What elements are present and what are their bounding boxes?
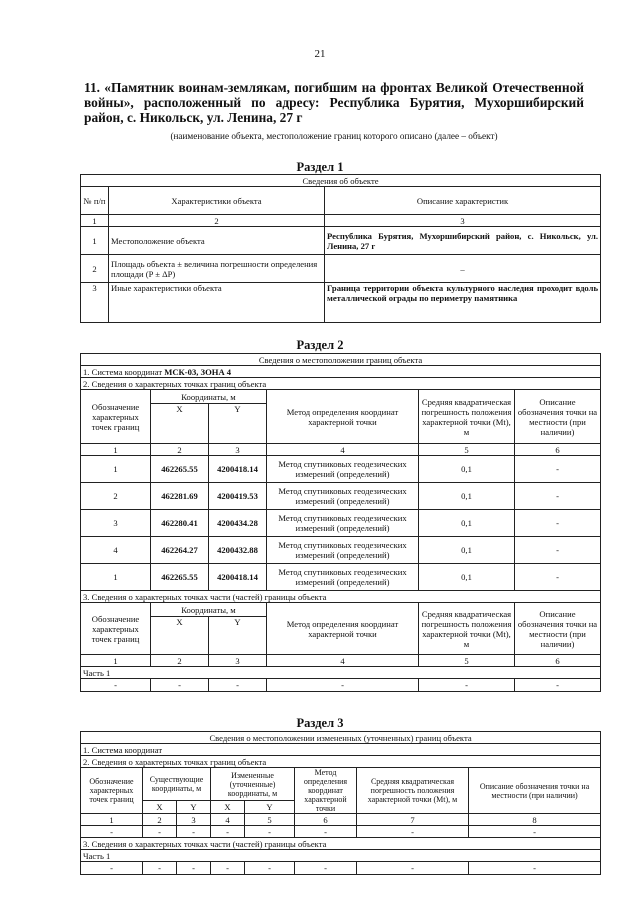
s3-empty-cell: -: [245, 826, 295, 838]
s3p-empty-cell: -: [245, 862, 295, 875]
s2-index-cell: 1: [81, 444, 151, 456]
s1-row-char: Площадь объекта ± величина погрешности определения площади (P ± ΔP): [109, 255, 325, 283]
s3-empty-cell: -: [211, 826, 245, 838]
s3-empty-cell: -: [295, 826, 357, 838]
s2-point-method: Метод спутниковых геодезических измерений (определений): [267, 510, 419, 537]
s3-points-caption: 2. Сведения о характерных точках границ объекта: [81, 756, 601, 768]
s2-header-y: Y: [209, 404, 267, 444]
s1-row-desc: Граница территории объекта культурного наследия проходит вдоль металлической ограды по периметру памятника: [325, 283, 601, 323]
s2-coord-system-value: МСК-03, ЗОНА 4: [164, 366, 232, 377]
s3p-empty-cell: -: [211, 862, 245, 875]
s2-point-method: Метод спутниковых геодезических измерений (определений): [267, 456, 419, 483]
s2p-header-designation: Обозначение характерных точек границ: [81, 603, 151, 655]
s1-row-char: Местоположение объекта: [109, 227, 325, 255]
s2-point-y: 4200418.14: [209, 456, 267, 483]
table-row: [81, 255, 601, 283]
section1-title: Раздел 1: [296, 160, 344, 174]
s2p-index-cell: 2: [151, 655, 209, 667]
s2-point-mt: 0,1: [419, 564, 515, 591]
s3-parts-caption: 3. Сведения о характерных точках части (частей) границы объекта: [81, 838, 601, 850]
s3-coord-system: 1. Система координат: [81, 744, 601, 756]
s3-index-cell: 3: [177, 814, 211, 826]
section2-title: Раздел 2: [296, 338, 344, 352]
s3p-empty-cell: -: [81, 862, 143, 875]
s3-header-error: Средняя квадратическая погрешность положения характерной точки (Mt), м: [357, 768, 469, 814]
s2-point-desc: -: [515, 510, 601, 537]
s1-row-desc: Республика Бурятия, Мухоршибирский район, с. Никольск, ул. Ленина, 27 г: [325, 227, 601, 255]
s3-index-cell: 8: [469, 814, 601, 826]
s2-index-cell: 3: [209, 444, 267, 456]
s2-empty-cell: -: [209, 679, 267, 692]
s2p-header-error: Средняя квадратическая погрешность положения характерной точки (Mt), м: [419, 603, 515, 655]
s1-row-num: 3: [81, 283, 109, 323]
s2-point-desc: -: [515, 537, 601, 564]
s1-header-num: № п/п: [81, 187, 109, 215]
table-row: [81, 826, 601, 838]
s2-header-method: Метод определения координат характерной точки: [267, 390, 419, 444]
s3p-empty-cell: -: [469, 862, 601, 875]
s2-index-cell: 2: [151, 444, 209, 456]
s3-index-cell: 6: [295, 814, 357, 826]
s2-empty-cell: -: [419, 679, 515, 692]
s2-point-y: 4200418.14: [209, 564, 267, 591]
s2p-index-cell: 3: [209, 655, 267, 667]
s2-header-designation: Обозначение характерных точек границ: [81, 390, 151, 444]
s2-point-x: 462265.55: [151, 456, 209, 483]
s2p-index-cell: 5: [419, 655, 515, 667]
s3-header-changed: Измененные (уточненные) координаты, м: [211, 768, 295, 801]
s2-empty-cell: -: [81, 679, 151, 692]
s3-index-cell: 4: [211, 814, 245, 826]
s2-index-cell: 5: [419, 444, 515, 456]
s2-point-method: Метод спутниковых геодезических измерений (определений): [267, 564, 419, 591]
s2-empty-cell: -: [151, 679, 209, 692]
s1-row-num: 1: [81, 227, 109, 255]
section1-table: [80, 174, 601, 323]
s1-index-cell: 3: [325, 215, 601, 227]
s2-point-id: 2: [81, 483, 151, 510]
s1-row-char: Иные характеристики объекта: [109, 283, 325, 323]
s2-index-cell: 4: [267, 444, 419, 456]
s2-index-cell: 6: [515, 444, 601, 456]
s2-header-error: Средняя квадратическая погрешность положения характерной точки (Mt), м: [419, 390, 515, 444]
s3-header-existing: Существующие координаты, м: [143, 768, 211, 801]
s2-point-mt: 0,1: [419, 456, 515, 483]
s3p-empty-cell: -: [143, 862, 177, 875]
s3-index-cell: 1: [81, 814, 143, 826]
section1-caption: Сведения об объекте: [81, 175, 601, 187]
s3p-empty-cell: -: [177, 862, 211, 875]
section3-title: Раздел 3: [296, 716, 344, 730]
object-subnote: (наименование объекта, местоположение границ которого описано (далее – объект): [170, 131, 498, 141]
s3-header-y: Y: [177, 801, 211, 814]
s2-point-x: 462264.27: [151, 537, 209, 564]
table-row: [81, 679, 601, 692]
s2-header-x: X: [151, 404, 209, 444]
s2p-header-desc: Описание обозначения точки на местности (при наличии): [515, 603, 601, 655]
s2p-header-y: Y: [209, 617, 267, 655]
s3-header-designation: Обозначение характерных точек границ: [81, 768, 143, 814]
s2-point-y: 4200432.88: [209, 537, 267, 564]
s3-header-method: Метод определения координат характерной точки: [295, 768, 357, 814]
s2-point-y: 4200419.53: [209, 483, 267, 510]
s2-point-id: 4: [81, 537, 151, 564]
s2p-index-cell: 6: [515, 655, 601, 667]
table-row: [81, 510, 601, 537]
s3p-empty-cell: -: [357, 862, 469, 875]
s2-point-y: 4200434.28: [209, 510, 267, 537]
s2-point-x: 462281.69: [151, 483, 209, 510]
s2-coord-system-label: 1. Система координат: [83, 366, 165, 377]
s2p-index-cell: 4: [267, 655, 419, 667]
s3-empty-cell: -: [177, 826, 211, 838]
s2-point-id: 3: [81, 510, 151, 537]
s2-point-method: Метод спутниковых геодезических измерений (определений): [267, 483, 419, 510]
s2-point-method: Метод спутниковых геодезических измерений (определений): [267, 537, 419, 564]
s1-row-desc: –: [325, 255, 601, 283]
s3p-empty-cell: -: [295, 862, 357, 875]
s1-row-num: 2: [81, 255, 109, 283]
s1-header-char: Характеристики объекта: [109, 187, 325, 215]
s3-index-cell: 2: [143, 814, 177, 826]
s3-empty-cell: -: [143, 826, 177, 838]
s2-point-mt: 0,1: [419, 537, 515, 564]
s3-empty-cell: -: [357, 826, 469, 838]
table-row: [81, 537, 601, 564]
s2-point-desc: -: [515, 483, 601, 510]
table-row: [81, 227, 601, 255]
s2-part-label: Часть 1: [81, 667, 601, 679]
s2-points-caption: 2. Сведения о характерных точках границ объекта: [81, 378, 601, 390]
s2-point-mt: 0,1: [419, 510, 515, 537]
s2-point-x: 462265.55: [151, 564, 209, 591]
s2-point-x: 462280.41: [151, 510, 209, 537]
section3-table: [80, 731, 601, 875]
s2p-header-coords: Координаты, м: [151, 603, 267, 617]
s3-part-label: Часть 1: [81, 850, 601, 862]
s2-header-coords: Координаты, м: [151, 390, 267, 404]
s1-header-desc: Описание характеристик: [325, 187, 601, 215]
table-row: [81, 862, 601, 875]
table-row: [81, 456, 601, 483]
s3-header-x: X: [143, 801, 177, 814]
s2-point-mt: 0,1: [419, 483, 515, 510]
section2-caption: Сведения о местоположении границ объекта: [81, 354, 601, 366]
s3-index-cell: 7: [357, 814, 469, 826]
s2p-header-x: X: [151, 617, 209, 655]
s3-header-y: Y: [245, 801, 295, 814]
page-number: 21: [314, 48, 326, 60]
s3-empty-cell: -: [469, 826, 601, 838]
s2-header-desc: Описание обозначения точки на местности (при наличии): [515, 390, 601, 444]
s1-index-cell: 2: [109, 215, 325, 227]
object-heading: 11. «Памятник воинам-землякам, погибшим на фронтах Великой Отечественной войны», расположенный по адресу: Республика Бурятия, Мухоршибирский район, с. Никольск, ул. Ленина, 27 г: [84, 80, 584, 125]
s2-point-desc: -: [515, 456, 601, 483]
s2-point-id: 1: [81, 456, 151, 483]
s1-index-cell: 1: [81, 215, 109, 227]
s3-header-x: X: [211, 801, 245, 814]
s3-index-cell: 5: [245, 814, 295, 826]
s2p-index-cell: 1: [81, 655, 151, 667]
s2-empty-cell: -: [515, 679, 601, 692]
table-row: [81, 564, 601, 591]
s3-header-desc: Описание обозначения точки на местности (при наличии): [469, 768, 601, 814]
s2-parts-caption: 3. Сведения о характерных точках части (частей) границы объекта: [81, 591, 601, 603]
s3-empty-cell: -: [81, 826, 143, 838]
s2-coord-system: [81, 366, 601, 378]
s2p-header-method: Метод определения координат характерной точки: [267, 603, 419, 655]
table-row: [81, 483, 601, 510]
s2-empty-cell: -: [267, 679, 419, 692]
section3-caption: Сведения о местоположении измененных (уточненных) границ объекта: [81, 732, 601, 744]
table-row: [81, 283, 601, 323]
section2-table: [80, 353, 601, 692]
s2-point-id: 1: [81, 564, 151, 591]
s2-point-desc: -: [515, 564, 601, 591]
